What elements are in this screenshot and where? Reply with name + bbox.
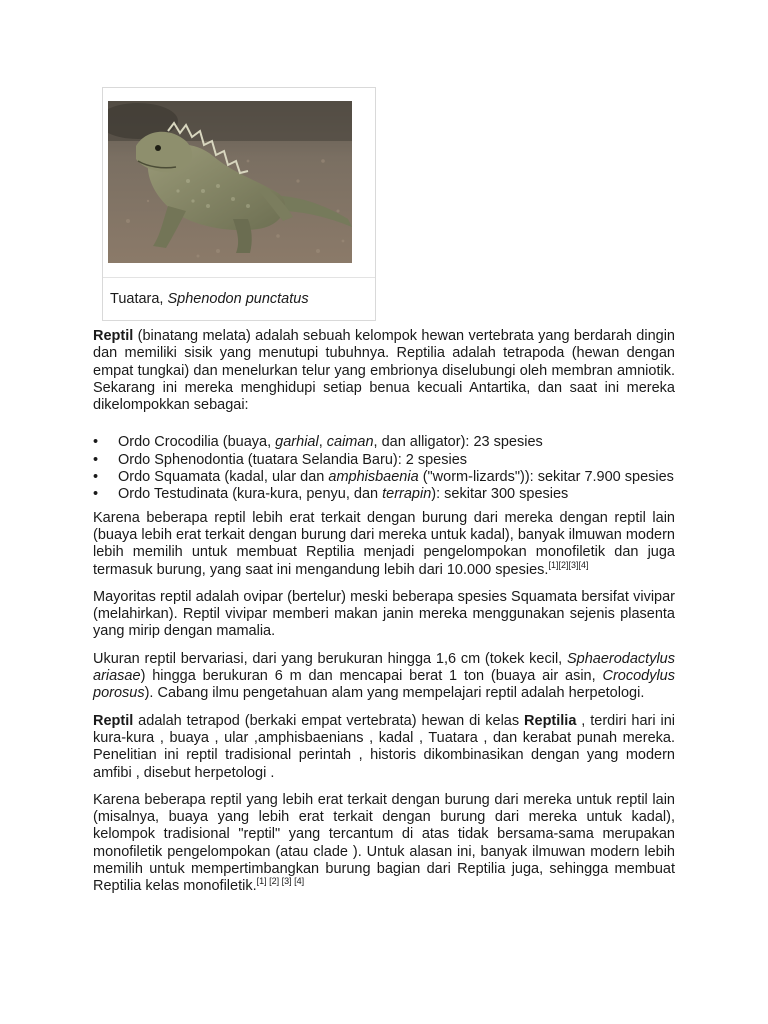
reference-links[interactable]: [1][2][3][4] <box>548 559 589 570</box>
tuatara-photo <box>108 101 352 263</box>
ordo-text: , dan alligator): 23 spesies <box>373 434 543 451</box>
list-item <box>93 434 675 451</box>
ordo-list <box>93 434 675 503</box>
paragraph-clade <box>93 792 675 896</box>
ordo-italic: terrapin <box>382 486 432 503</box>
ordo-text: Ordo Crocodilia (buaya, <box>118 434 276 451</box>
caption-common-name: Tuatara, <box>110 291 168 307</box>
paragraph-text: Karena beberapa reptil lebih erat terkait dengan burung dari mereka dengan reptil lain (buaya lebih erat terkait dengan burung dari mereka untuk kadal), banyak ilmuwan modern lebih memilih untuk membuat Reptilia menjadi pengelompokan monofiletik dan juga termasuk burung, yang saat ini mengandung lebih dari 10.000 spesies. <box>93 509 675 578</box>
paragraph-size <box>93 651 675 703</box>
bold-term: Reptilia <box>524 712 577 729</box>
list-item <box>93 486 675 503</box>
paragraph-text: , terdiri hari ini kura-kura , buaya , ular ,amphisbaenians , kadal , Tuatara , dan kerabat punah mereka. Penelitian ini reptil tradisional perintah , historis dikombinasikan dengan yang modern amfibi , disebut herpetologi . <box>93 712 675 781</box>
ordo-italic: amphisbaenia <box>328 469 419 486</box>
caption-species-name: Sphenodon punctatus <box>167 291 309 307</box>
tuatara-image-icon <box>108 101 352 263</box>
paragraph-monophyletic <box>93 510 675 579</box>
species-italic: Crocodylus porosus <box>93 668 675 702</box>
paragraph-text: Karena beberapa reptil yang lebih erat terkait dengan burung dari mereka untuk reptil lain (misalnya, buaya yang lebih erat terkait dengan burung dari mereka untuk kadal), kelompok tradisional "reptil" yang tercantum di atas tidak bersama-sama merupakan monofiletik pengelompokan (atau clade ). Untuk alasan ini, banyak ilmuwan modern lebih memilih untuk mempertimbangkan burung bagian dari Reptilia juga, sehingga membuat Reptilia kelas monofiletik. <box>93 791 675 895</box>
ordo-text: Ordo Testudinata (kura-kura, penyu, dan <box>118 486 383 503</box>
paragraph-text: adalah tetrapod (berkaki empat vertebrata) hewan di kelas <box>133 712 525 729</box>
ordo-italic: caiman <box>326 434 374 451</box>
species-italic: Sphaerodactylus ariasae <box>93 650 675 685</box>
intro-text: (binatang melata) adalah sebuah kelompok hewan vertebrata yang berdarah dingin dan memiliki sisik yang menutupi tubuhnya. Reptilia adalah tetrapoda (hewan dengan empat tungkai) dan menelurkan telur yang embrionya diselubungi oleh membran amniotik. Sekarang ini mereka menghidupi setiap benua kecuali Antartika, dan saat ini mereka dikelompokkan sebagai: <box>93 328 675 414</box>
article-body <box>93 328 675 906</box>
list-item <box>93 452 675 469</box>
list-item <box>93 469 675 486</box>
ordo-text: ): sekitar 300 spesies <box>431 486 569 503</box>
paragraph-ovipar <box>93 589 675 641</box>
paragraph-text: Ukuran reptil bervariasi, dari yang berukuran hingga 1,6 cm (tokek kecil, <box>93 650 567 667</box>
paragraph-tetrapod <box>93 713 675 782</box>
paragraph-text: Mayoritas reptil adalah ovipar (bertelur) meski beberapa spesies Squamata bersifat vivipar (melahirkan). Reptil vivipar memberi makan janin mereka menggunakan sejenis plasenta yang mirip dengan mamalia. <box>93 588 675 640</box>
ordo-text: , <box>318 434 327 451</box>
ordo-text: ("worm-lizards")): sekitar 7.900 spesies <box>418 469 674 486</box>
bold-term: Reptil <box>93 712 134 729</box>
ordo-italic: garhial <box>275 434 319 451</box>
paragraph-text: ) hingga berukuran 6 m dan mencapai berat 1 ton (buaya air asin, <box>140 668 603 685</box>
reference-links[interactable]: [1] [2] [3] [4] <box>256 876 305 887</box>
figure-caption <box>103 277 375 320</box>
paragraph-text: ). Cabang ilmu pengetahuan alam yang mempelajari reptil adalah herpetologi. <box>144 685 645 702</box>
intro-term: Reptil <box>93 328 134 344</box>
figure-box <box>102 87 376 321</box>
intro-paragraph <box>93 328 675 414</box>
ordo-text: Ordo Squamata (kadal, ular dan <box>118 469 329 486</box>
ordo-text: Ordo Sphenodontia (tuatara Selandia Baru): 2 spesies <box>118 451 468 468</box>
